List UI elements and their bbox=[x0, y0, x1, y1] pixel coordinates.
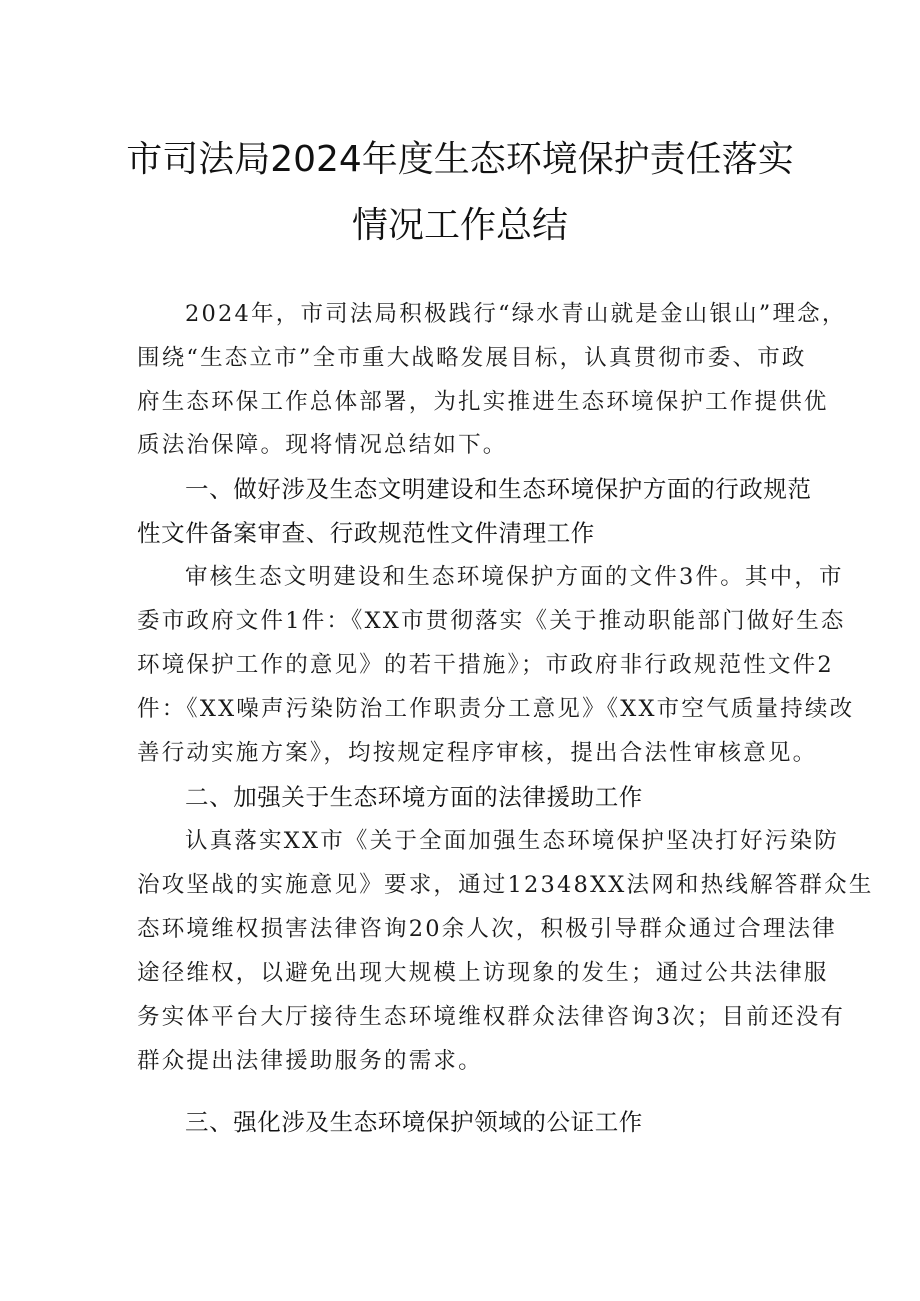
intro-line: 质法治保障。现将情况总结如下。 bbox=[137, 432, 508, 458]
section-1-body-line: 审核生态文明建设和生态环境保护方面的文件3件。其中，市 bbox=[185, 564, 844, 590]
section-2-body-line: 认真落实XX市《关于全面加强生态环境保护坚决打好污染防 bbox=[185, 828, 839, 854]
section-1-body-line: 件：《XX噪声污染防治工作职责分工意见》《XX市空气质量持续改 bbox=[137, 696, 855, 722]
section-2-body-line: 途径维权，以避免出现大规模上访现象的发生；通过公共法律服 bbox=[137, 960, 829, 986]
intro-line: 围绕“生态立市”全市重大战略发展目标，认真贯彻市委、市政 bbox=[137, 345, 807, 371]
section-2-body-line: 务实体平台大厅接待生态环境维权群众法律咨询3次；目前还没有 bbox=[137, 1004, 846, 1030]
document-title-line-2: 情况工作总结 bbox=[351, 205, 568, 246]
section-1-heading: 性文件备案审查、行政规范性文件清理工作 bbox=[137, 519, 595, 547]
section-2-heading: 二、加强关于生态环境方面的法律援助工作 bbox=[185, 783, 643, 811]
section-1-body-line: 环境保护工作的意见》的若干措施》；市政府非行政规范性文件2 bbox=[137, 652, 834, 678]
section-2-body-line: 治攻坚战的实施意见》要求，通过12348XX法网和热线解答群众生 bbox=[137, 872, 874, 898]
section-1-heading: 一、做好涉及生态文明建设和生态环境保护方面的行政规范 bbox=[185, 475, 812, 503]
intro-line: 府生态环保工作总体部署，为扎实推进生态环境保护工作提供优 bbox=[137, 389, 829, 415]
section-1-body-line: 善行动实施方案》，均按规定程序审核，提出合法性审核意见。 bbox=[137, 740, 818, 766]
section-1-body-line: 委市政府文件1件：《XX市贯彻落实《关于推动职能部门做好生态 bbox=[137, 608, 846, 634]
section-2-body-line: 群众提出法律援助服务的需求。 bbox=[137, 1048, 483, 1074]
intro-line: 2024年，市司法局积极践行“绿水青山就是金山银山”理念， bbox=[185, 301, 847, 327]
section-2-body-line: 态环境维权损害法律咨询20余人次，积极引导群众通过合理法律 bbox=[137, 916, 837, 942]
document-title-line-1: 市司法局2024年度生态环境保护责任落实 bbox=[126, 139, 794, 180]
section-3-heading: 三、强化涉及生态环境保护领域的公证工作 bbox=[185, 1108, 643, 1136]
